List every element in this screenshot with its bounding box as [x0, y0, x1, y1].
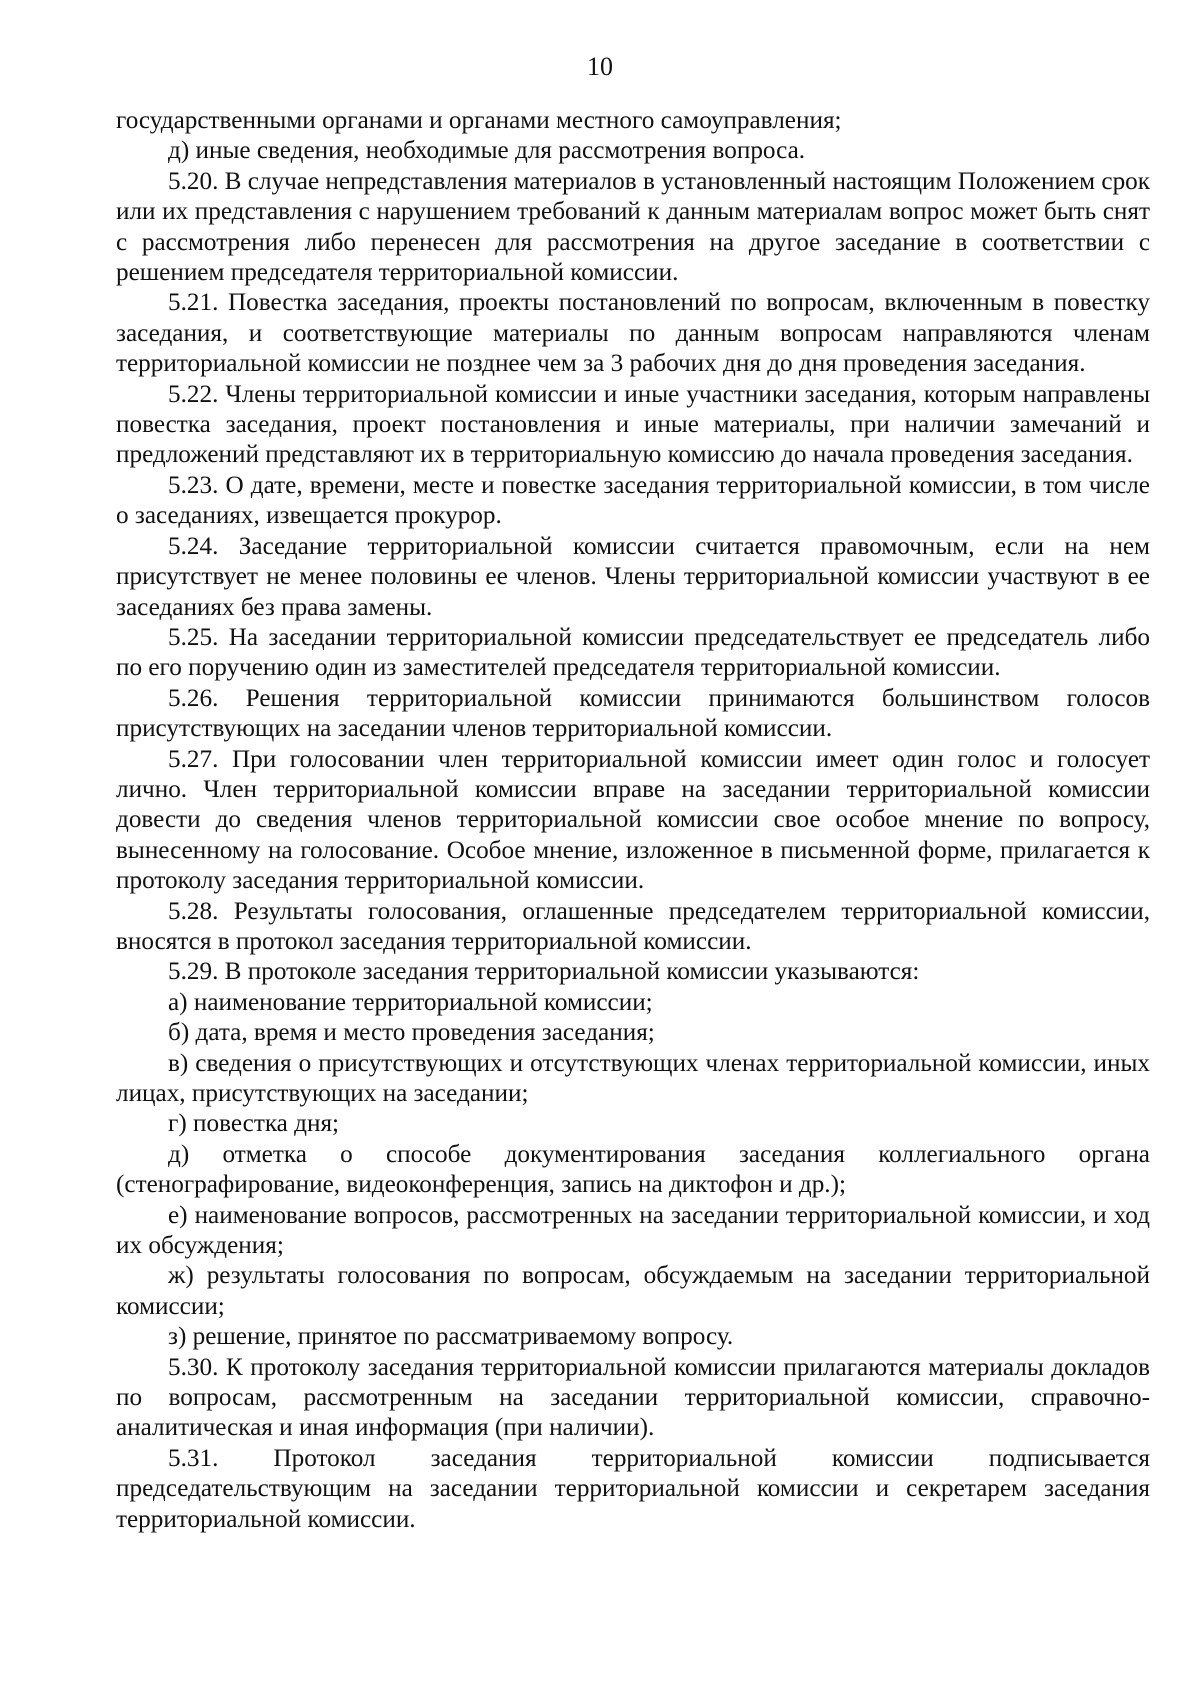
- list-item-b: б) дата, время и место проведения заседания;: [168, 1019, 655, 1047]
- list-item-v: в) сведения о присутствующих и отсутствующих членах территориальной комиссии, иных лицах, присутствующих на заседании;: [116, 1049, 1150, 1107]
- paragraph-5-23: 5.23. О дате, времени, месте и повестке заседания территориальной комиссии, в том числе о заседаниях, извещается прокурор.: [116, 471, 1150, 530]
- paragraph-5-22: 5.22. Члены территориальной комиссии и иные участники заседания, которым направлены повестка заседания, проект постановления и иные материалы, при наличии замечаний и предложений представляют их в территориальную комиссию до начала проведения заседания.: [116, 380, 1150, 469]
- paragraph-5-20: 5.20. В случае непредставления материалов в установленный настоящим Положением срок или их представления с нарушением требований к данным материалам вопрос может быть снят с рассмотрения либо перенесен для рассмотрения на другое заседание в соответствии с решением председателя территориальной комиссии.: [116, 167, 1150, 287]
- paragraph-5-26: 5.26. Решения территориальной комиссии принимаются большинством голосов присутствующих на заседании членов территориальной комиссии.: [116, 684, 1150, 743]
- page-number: 10: [587, 52, 613, 81]
- list-item-e: е) наименование вопросов, рассмотренных на заседании территориальной комиссии, и ход их обсуждения;: [116, 1201, 1150, 1260]
- paragraph-5-24: 5.24. Заседание территориальной комиссии считается правомочным, если на нем присутствует не менее половины ее членов. Члены территориальной комиссии участвуют в ее заседаниях без права замены.: [116, 532, 1150, 621]
- paragraph-item-d: д) иные сведения, необходимые для рассмотрения вопроса.: [168, 137, 806, 165]
- list-item-d: д) отметка о способе документирования заседания коллегиального органа (стенографирование, видеоконференция, запись на диктофон и др.);: [116, 1140, 1150, 1199]
- paragraph-5-21: 5.21. Повестка заседания, проекты постановлений по вопросам, включенным в повестку заседания, и соответствующие материалы по данным вопросам направляются членам территориальной комиссии не позднее чем за 3 рабочих дня до дня проведения заседания.: [116, 289, 1150, 378]
- paragraph-5-25: 5.25. На заседании территориальной комиссии председательствует ее председатель либо по его поручению один из заместителей председателя территориальной комиссии.: [116, 623, 1150, 682]
- paragraph-5-29: 5.29. В протоколе заседания территориальной комиссии указываются:: [168, 958, 920, 986]
- list-item-g: г) повестка дня;: [168, 1110, 340, 1138]
- list-item-z: з) решение, принятое по рассматриваемому вопросу.: [168, 1323, 734, 1351]
- paragraph-5-31: 5.31. Протокол заседания территориальной комиссии подписывается председательствующим на заседании территориальной комиссии и секретарем заседания территориальной комиссии.: [116, 1444, 1150, 1533]
- paragraph-5-27: 5.27. При голосовании член территориальной комиссии имеет один голос и голосует лично. Член территориальной комиссии вправе на заседании территориальной комиссии довести до сведения членов территориальной комиссии свое особое мнение по вопросу, вынесенному на голосование. Особое мнение, изложенное в письменной форме, прилагается к протоколу заседания территориальной комиссии.: [116, 745, 1150, 895]
- paragraph-continuation: государственными органами и органами местного самоуправления;: [116, 107, 842, 134]
- paragraph-5-28: 5.28. Результаты голосования, оглашенные председателем территориальной комиссии, вносятся в протокол заседания территориальной комиссии.: [116, 897, 1150, 955]
- document-body: [116, 106, 1150, 1535]
- list-item-zh: ж) результаты голосования по вопросам, обсуждаемым на заседании территориальной комиссии;: [116, 1262, 1150, 1320]
- paragraph-5-30: 5.30. К протоколу заседания территориальной комиссии прилагаются материалы докладов по вопросам, рассмотренным на заседании территориальной комиссии, справочно-аналитическая и иная информация (при наличии).: [116, 1353, 1150, 1442]
- list-item-a: а) наименование территориальной комиссии;: [168, 988, 653, 1016]
